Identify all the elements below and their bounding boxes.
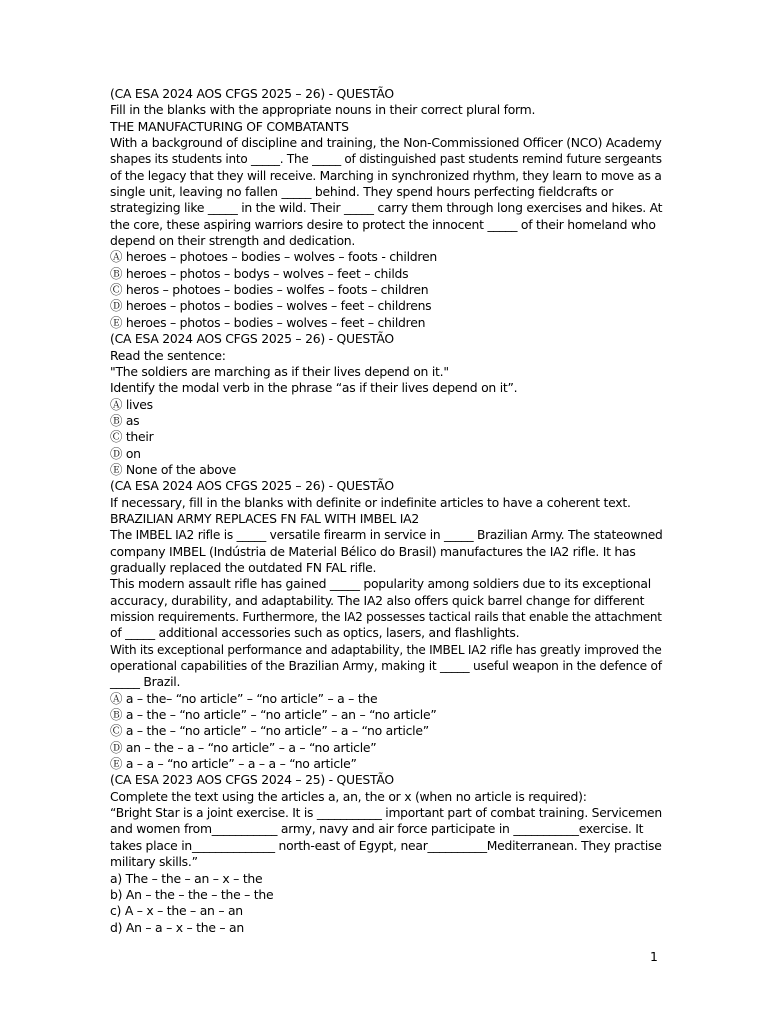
document-line: “Bright Star is a joint exercise. It is ___________ important part of combat training. Servicemen	[110, 805, 662, 821]
document-body	[110, 86, 663, 936]
document-line: shapes its students into _____. The _____ of distinguished past students remind future sergeants	[110, 151, 662, 167]
document-line: (CA ESA 2023 AOS CFGS 2024 – 25) - QUESTÃO	[110, 772, 394, 788]
document-line: c) A – x – the – an – an	[110, 903, 243, 919]
document-line: Ⓓ an – the – a – “no article” – a – “no article”	[110, 739, 377, 755]
document-line: and women from___________ army, navy and air force participate in ___________exercise. It	[110, 821, 644, 837]
document-line: Fill in the blanks with the appropriate nouns in their correct plural form.	[110, 102, 536, 118]
document-line: Ⓐ lives	[110, 396, 153, 412]
document-line: mission requirements. Furthermore, the IA2 possesses tactical rails that enable the attachment	[110, 609, 662, 624]
document-line: If necessary, fill in the blanks with definite or indefinite articles to have a coherent text.	[110, 494, 631, 510]
document-line: (CA ESA 2024 AOS CFGS 2025 – 26) - QUESTÃO	[110, 331, 394, 347]
document-line: takes place in______________ north-east of Egypt, near__________Mediterranean. They practise	[110, 837, 662, 853]
document-line: (CA ESA 2024 AOS CFGS 2025 – 26) - QUESTÃO	[110, 86, 394, 101]
document-line: operational capabilities of the Brazilian Army, making it _____ useful weapon in the defence of	[110, 658, 662, 674]
document-line: Ⓓ heroes – photos – bodies – wolves – feet – childrens	[110, 298, 432, 314]
document-line: With its exceptional performance and adaptability, the IMBEL IA2 rifle has greatly improved the	[110, 641, 662, 657]
document-line: Ⓑ a – the – “no article” – “no article” – an – “no article”	[110, 707, 437, 723]
document-line: strategizing like _____ in the wild. Their _____ carry them through long exercises and hikes. At	[110, 200, 663, 216]
document-line: Ⓐ a – the– “no article” – “no article” – a – the	[110, 690, 378, 706]
document-line: Ⓑ as	[110, 412, 140, 428]
document-line: company IMBEL (Indústria de Material Bélico do Brasil) manufactures the IA2 rifle. It has	[110, 543, 636, 559]
document-line: of _____ additional accessories such as optics, lasers, and flashlights.	[110, 625, 520, 641]
document-line: _____ Brazil.	[110, 674, 181, 690]
document-line: With a background of discipline and training, the Non-Commissioned Officer (NCO) Academy	[110, 135, 662, 151]
document-line: accuracy, durability, and adaptability. The IA2 also offers quick barrel change for different	[110, 592, 645, 608]
document-line: (CA ESA 2024 AOS CFGS 2025 – 26) - QUESTÃO	[110, 478, 394, 494]
document-line: Ⓐ heroes – photoes – bodies – wolves – foots - children	[110, 249, 437, 265]
document-line: Ⓔ a – a – “no article” – a – a – “no article”	[110, 756, 357, 772]
document-line: Complete the text using the articles a, an, the or x (when no article is required):	[110, 788, 587, 804]
document-line: b) An – the – the – the – the	[110, 886, 274, 902]
document-line: "The soldiers are marching as if their lives depend on it."	[110, 363, 449, 379]
document-line: Ⓒ their	[110, 429, 154, 445]
document-line: BRAZILIAN ARMY REPLACES FN FAL WITH IMBEL IA2	[110, 510, 420, 526]
document-line: THE MANUFACTURING OF COMBATANTS	[110, 118, 349, 134]
document-line: The IMBEL IA2 rifle is _____ versatile firearm in service in _____ Brazilian Army. The stateowned	[110, 527, 663, 543]
document-line: Identify the modal verb in the phrase “as if their lives depend on it”.	[110, 380, 518, 396]
document-line: depend on their strength and dedication.	[110, 233, 356, 249]
document-line: of the legacy that they will receive. Marching in synchronized rhythm, they learn to move as a	[110, 167, 662, 183]
document-line: Ⓓ on	[110, 445, 141, 461]
document-line: Ⓒ a – the – “no article” – “no article” – a – “no article”	[110, 723, 429, 739]
document-line: Ⓑ heroes – photos – bodys – wolves – feet – childs	[110, 265, 409, 281]
document-line: single unit, leaving no fallen _____ behind. They spend hours perfecting fieldcrafts or	[110, 184, 614, 200]
document-line: gradually replaced the outdated FN FAL rifle.	[110, 559, 377, 575]
document-line: the core, these aspiring warriors desire to protect the innocent _____ of their homeland who	[110, 216, 656, 232]
document-line: Ⓔ None of the above	[110, 461, 236, 477]
document-line: a) The – the – an – x – the	[110, 870, 263, 886]
document-line: This modern assault rifle has gained _____ popularity among soldiers due to its exceptional	[110, 576, 651, 592]
document-line: Ⓔ heroes – photos – bodies – wolves – feet – children	[110, 314, 426, 330]
document-line: military skills.”	[110, 854, 198, 870]
document-line: Read the sentence:	[110, 347, 226, 363]
page-number: 1	[650, 949, 658, 964]
document-line: d) An – a – x – the – an	[110, 919, 244, 935]
document-line: Ⓒ heros – photoes – bodies – wolfes – foots – children	[110, 282, 429, 298]
